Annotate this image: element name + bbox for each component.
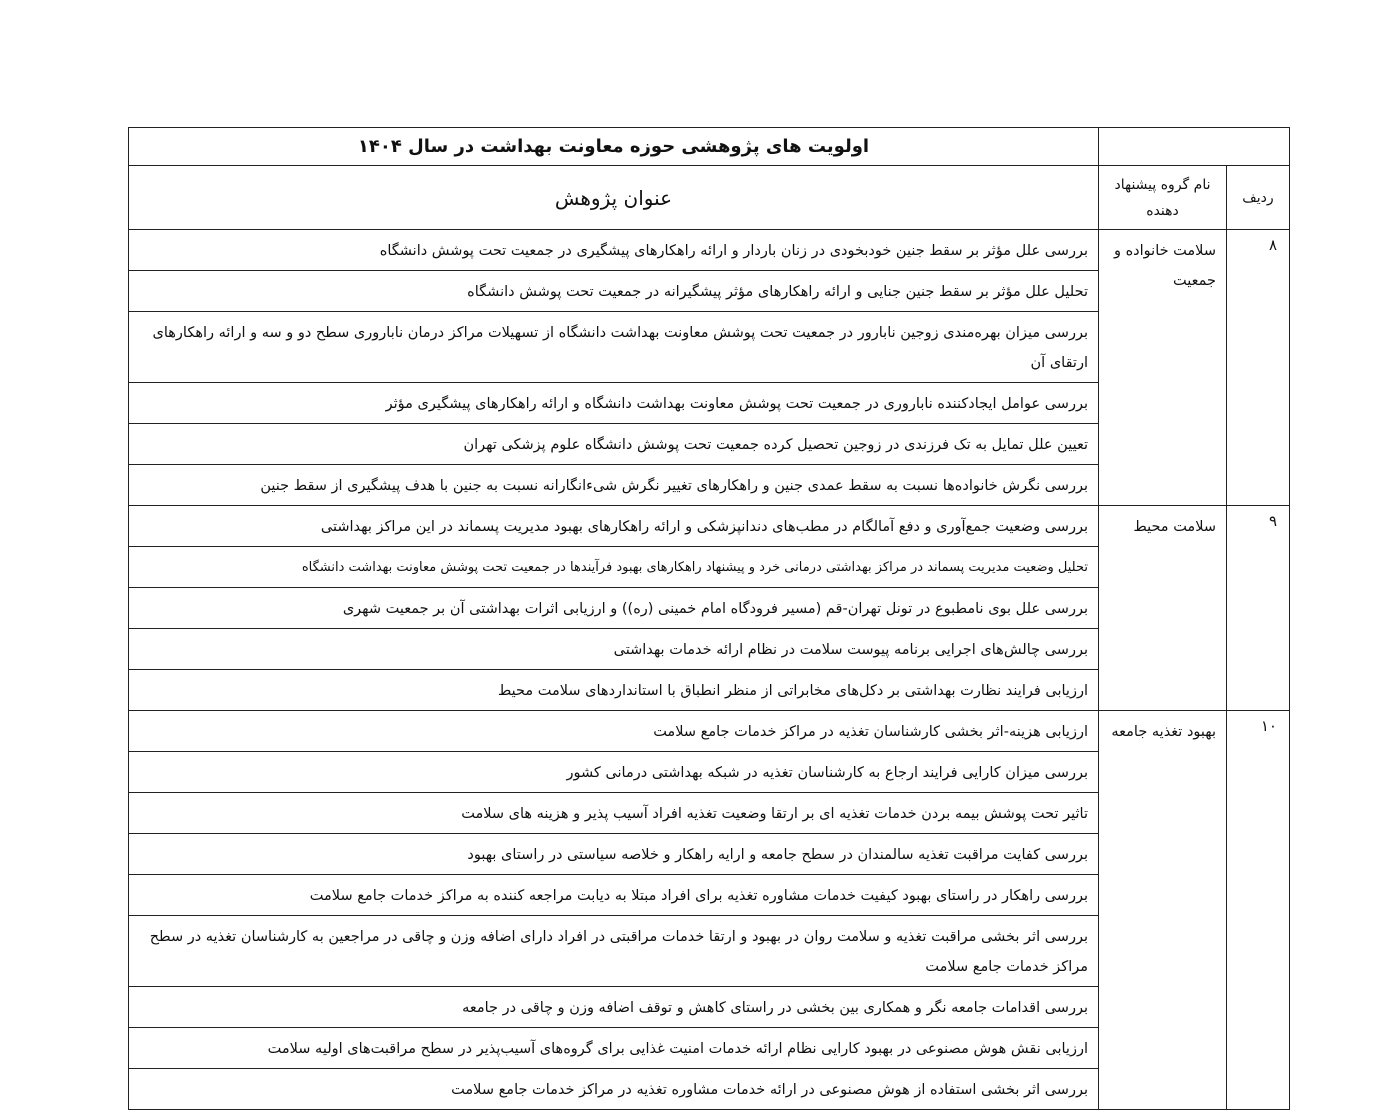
- table-title: اولویت های پژوهشی حوزه معاونت بهداشت در سال ۱۴۰۴: [129, 128, 1099, 166]
- table-row: [129, 506, 1290, 547]
- research-title: بررسی عوامل ایجادکننده ناباروری در جمعیت تحت پوشش معاونت بهداشت دانشگاه و ارائه راهکارهای پیشگیری مؤثر: [129, 383, 1099, 424]
- group-name: سلامت محیط: [1099, 506, 1227, 711]
- col-header-radif: ردیف: [1227, 166, 1290, 230]
- col-header-title: عنوان پژوهش: [129, 166, 1099, 230]
- research-title: ارزیابی نقش هوش مصنوعی در بهبود کارایی نظام ارائه خدمات امنیت غذایی برای گروه‌های آسیب‌پذیر در سطح مراقبت‌های اولیه سلامت: [129, 1028, 1099, 1069]
- research-title: ارزیابی هزینه-اثر بخشی کارشناسان تغذیه در مراکز خدمات جامع سلامت: [129, 711, 1099, 752]
- research-title: بررسی میزان بهره‌مندی زوجین نابارور در جمعیت تحت پوشش معاونت بهداشت دانشگاه از تسهیلات مراکز درمان ناباروری سطح دو و سه و ارائه راهکارهای ارتقای آن: [129, 312, 1099, 383]
- research-title: بررسی میزان کارایی فرایند ارجاع به کارشناسان تغذیه در شبکه بهداشتی درمانی کشور: [129, 752, 1099, 793]
- table-row: [129, 230, 1290, 271]
- row-number: ۱۰: [1227, 711, 1290, 1110]
- research-title: بررسی علل بوی نامطبوع در تونل تهران-قم (مسیر فرودگاه امام خمینی (ره)) و ارزیابی اثرات بهداشتی آن بر جمعیت شهری: [129, 588, 1099, 629]
- title-row: [129, 128, 1290, 166]
- research-title: تحلیل وضعیت مدیریت پسماند در مراکز بهداشتی درمانی خرد و پیشنهاد راهکارهای بهبود فرآیندها در جمعیت تحت پوشش معاونت بهداشت دانشگاه: [129, 547, 1099, 588]
- research-title: بررسی نگرش خانواده‌ها نسبت به سقط عمدی جنین و راهکارهای تغییر نگرش شیءانگارانه نسبت به جنین با هدف پیشگیری از سقط جنین: [129, 465, 1099, 506]
- research-title: بررسی راهکار در راستای بهبود کیفیت خدمات مشاوره تغذیه برای افراد مبتلا به دیابت مراجعه کننده به مراکز خدمات جامع سلامت: [129, 875, 1099, 916]
- research-title: ارزیابی فرایند نظارت بهداشتی بر دکل‌های مخابراتی از منظر انطباق با استانداردهای سلامت محیط: [129, 670, 1099, 711]
- table-row: [129, 711, 1290, 752]
- research-title: بررسی کفایت مراقبت تغذیه سالمندان در سطح جامعه و ارایه راهکار و خلاصه سیاستی در راستای بهبود: [129, 834, 1099, 875]
- title-blank-cell: [1099, 128, 1290, 166]
- row-number: ۸: [1227, 230, 1290, 506]
- research-title: بررسی اقدامات جامعه نگر و همکاری بین بخشی در راستای کاهش و توقف اضافه وزن و چاقی در جامعه: [129, 987, 1099, 1028]
- research-title: تحلیل علل مؤثر بر سقط جنین جنایی و ارائه راهکارهای مؤثر پیشگیرانه در جمعیت تحت پوشش دانشگاه: [129, 271, 1099, 312]
- col-header-group: نام گروه پیشنهاد دهنده: [1099, 166, 1227, 230]
- research-title: بررسی اثر بخشی استفاده از هوش مصنوعی در ارائه خدمات مشاوره تغذیه در مراکز خدمات جامع سلامت: [129, 1069, 1099, 1110]
- research-priorities-table: [128, 127, 1290, 1110]
- research-title: بررسی اثر بخشی مراقبت تغذیه و سلامت روان در بهبود و ارتقا خدمات مراقبتی در افراد دارای اضافه وزن و چاقی در مراجعین به کارشناسان تغذیه در سطح مراکز خدمات جامع سلامت: [129, 916, 1099, 987]
- research-title: تعیین علل تمایل به تک فرزندی در زوجین تحصیل کرده جمعیت تحت پوشش دانشگاه علوم پزشکی تهران: [129, 424, 1099, 465]
- research-title: بررسی چالش‌های اجرایی برنامه پیوست سلامت در نظام ارائه خدمات بهداشتی: [129, 629, 1099, 670]
- header-row: [129, 166, 1290, 230]
- group-name: سلامت خانواده و جمعیت: [1099, 230, 1227, 506]
- research-title: بررسی وضعیت جمع‌آوری و دفع آمالگام در مطب‌های دندانپزشکی و ارائه راهکارهای بهبود مدیریت پسماند در این مراکز بهداشتی: [129, 506, 1099, 547]
- row-number: ۹: [1227, 506, 1290, 711]
- research-title: تاثیر تحت پوشش بیمه بردن خدمات تغذیه ای بر ارتقا وضعیت تغذیه افراد آسیب پذیر و هزینه های سلامت: [129, 793, 1099, 834]
- group-name: بهبود تغذیه جامعه: [1099, 711, 1227, 1110]
- research-title: بررسی علل مؤثر بر سقط جنین خودبخودی در زنان باردار و ارائه راهکارهای پیشگیری در جمعیت تحت پوشش دانشگاه: [129, 230, 1099, 271]
